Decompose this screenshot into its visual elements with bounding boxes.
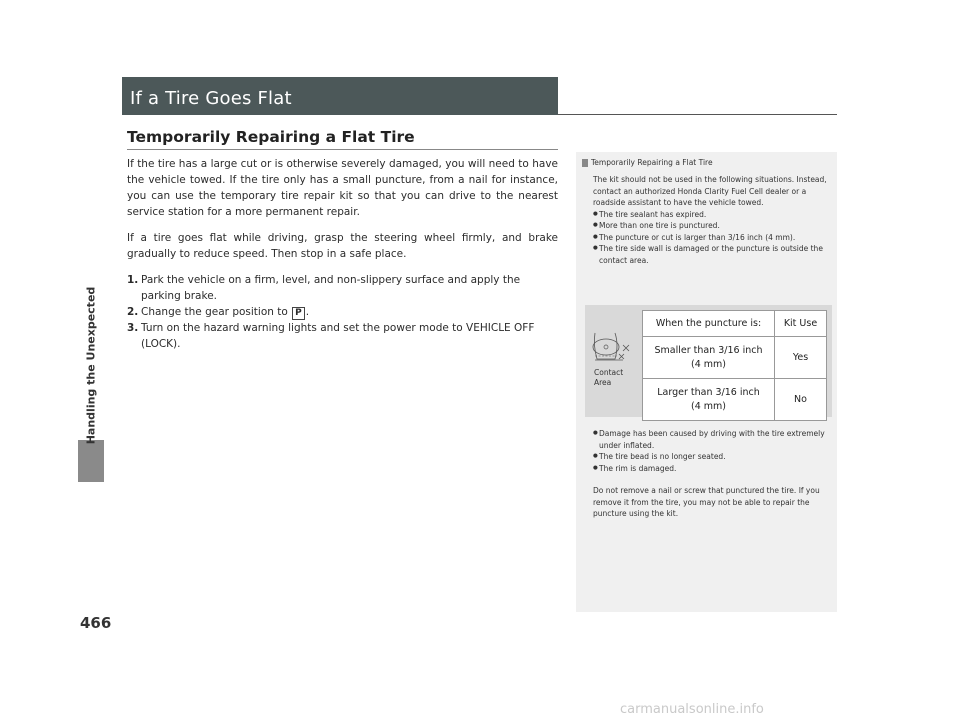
chapter-side-label: Handling the Unexpected xyxy=(84,286,98,444)
table-cell: Smaller than 3/16 inch (4 mm) xyxy=(643,337,775,379)
note-bullet: ● The tire bead is no longer seated. xyxy=(593,451,831,463)
table-row xyxy=(643,379,827,421)
note-marker-icon xyxy=(582,159,588,167)
note-body xyxy=(593,174,831,266)
chapter-tab-marker xyxy=(78,440,104,482)
step-number: 2. xyxy=(127,306,139,318)
note-bullet: ● The puncture or cut is larger than 3/16 inch (4 mm). xyxy=(593,232,831,244)
step-item xyxy=(127,272,558,304)
section-title: If a Tire Goes Flat xyxy=(130,88,292,109)
table-cell: Larger than 3/16 inch (4 mm) xyxy=(643,379,775,421)
table-row xyxy=(643,337,827,379)
page-number: 466 xyxy=(80,614,112,632)
note-bullets-b xyxy=(593,428,831,474)
step-text-end: . xyxy=(305,306,310,318)
note-bullets-a xyxy=(593,209,831,267)
note-intro: The kit should not be used in the following situations. Instead, contact an authorized Honda Clarity Fuel Cell dealer or a roadside assistant to have the vehicle towed. xyxy=(593,175,827,207)
note-bullet: ● More than one tire is punctured. xyxy=(593,220,831,232)
step-item xyxy=(127,304,558,320)
step-text: Turn on the hazard warning lights and set the power mode to VEHICLE OFF (LOCK). xyxy=(141,322,535,350)
step-text: Park the vehicle on a firm, level, and non-slippery surface and apply the parking brake. xyxy=(141,274,521,302)
table-header-cell: Kit Use xyxy=(775,311,827,337)
step-number: 1. xyxy=(127,274,139,286)
note-bullet: ● The rim is damaged. xyxy=(593,463,831,475)
steps-list xyxy=(127,272,558,352)
note-heading xyxy=(582,158,713,167)
note-bullet: ● Damage has been caused by driving with the tire extremely under inflated. xyxy=(593,428,831,451)
note-heading-text: Temporarily Repairing a Flat Tire xyxy=(591,158,713,167)
note-closing: Do not remove a nail or screw that punctured the tire. If you remove it from the tire, you may not be able to repair the puncture using the kit. xyxy=(593,486,820,518)
note-bullet: ● The tire sealant has expired. xyxy=(593,209,831,221)
watermark: carmanualsonline.info xyxy=(620,702,764,717)
table-header-cell: When the puncture is: xyxy=(643,311,775,337)
table-cell: Yes xyxy=(775,337,827,379)
step-text: Change the gear position to xyxy=(141,306,288,318)
subheading-rule xyxy=(127,149,558,150)
step-item xyxy=(127,320,558,352)
kit-use-table xyxy=(642,310,827,421)
table-header-row xyxy=(643,311,827,337)
table-cell: No xyxy=(775,379,827,421)
step-number: 3. xyxy=(127,322,139,334)
section-rule xyxy=(558,114,837,115)
tire-contact-area-icon xyxy=(589,325,635,365)
main-column xyxy=(127,156,558,352)
figure-label: Contact Area xyxy=(594,368,624,387)
intro-paragraph: If the tire has a large cut or is otherwise severely damaged, you will need to have the vehicle towed. If the tire only has a small puncture, from a nail for instance, you can use the temporary tire repair kit so that you can drive to the nearest service station for a more permanent repair. xyxy=(127,158,558,218)
note-bullet: ● The tire side wall is damaged or the puncture is outside the contact area. xyxy=(593,243,831,266)
driving-paragraph: If a tire goes flat while driving, grasp the steering wheel firmly, and brake gradually to reduce speed. Then stop in a safe place. xyxy=(127,232,558,260)
gear-p-icon: P xyxy=(292,307,305,320)
subheading: Temporarily Repairing a Flat Tire xyxy=(127,128,415,146)
note-body-continued xyxy=(593,428,831,520)
